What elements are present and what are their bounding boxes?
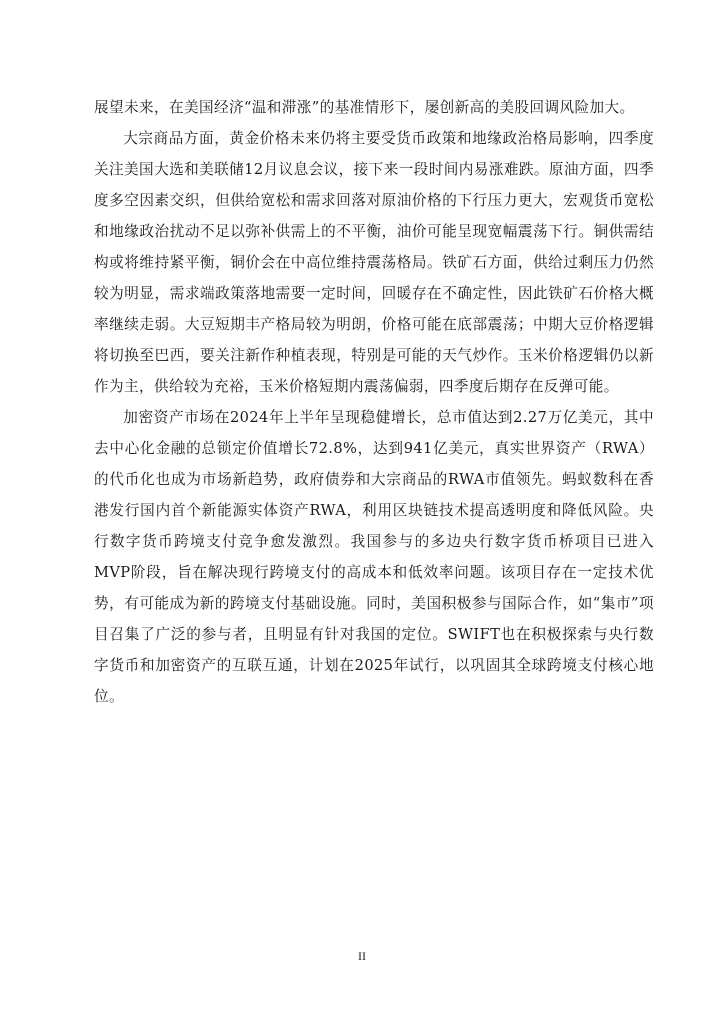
paragraph-outlook-continuation: 展望未来，在美国经济“温和滞涨”的基准情形下，屡创新高的美股回调风险加大。 [94,99,635,116]
page-number: II [358,949,366,963]
paragraph-commodities: 大宗商品方面，黄金价格未来仍将主要受货币政策和地缘政治格局影响，四季度关注美国大选和美联储12月议息会议，接下来一段时间内易涨难跌。原油方面，四季度多空因素交织，但供给宽松和需求回落对原油价格的下行压力更大，宏观货币宽松和地缘政治扰动不足以弥补供需上的不平衡，油价可能呈现宽幅震荡下行。铜供需结构或将维持紧平衡，铜价会在中高位维持震荡格局。铁矿石方面，供给过剩压力仍然较为明显，需求端政策落地需要一定时间，回暖存在不确定性，因此铁矿石价格大概率继续走弱。大豆短期丰产格局较为明朗，价格可能在底部震荡；中期大豆价格逻辑将切换至巴西，要关注新作种植表现，特别是可能的天气炒作。玉米价格逻辑仍以新作为主，供给较为充裕，玉米价格短期内震荡偏弱，四季度后期存在反弹可能。 [94,130,654,395]
body-text [94,92,654,712]
paragraph-crypto-assets: 加密资产市场在2024年上半年呈现稳健增长，总市值达到2.27万亿美元，其中去中心化金融的总锁定价值增长72.8%，达到941亿美元，真实世界资产（RWA）的代币化也成为市场新趋势，政府债券和大宗商品的RWA市值领先。蚂蚁数科在香港发行国内首个新能源实体资产RWA，利用区块链技术提高透明度和降低风险。央行数字货币跨境支付竞争愈发激烈。我国参与的多边央行数字货币桥项目已进入MVP阶段，旨在解决现行跨境支付的高成本和低效率问题。该项目存在一定技术优势，有可能成为新的跨境支付基础设施。同时，美国积极参与国际合作，如“集市”项目召集了广泛的参与者，且明显有针对我国的定位。SWIFT也在积极探索与央行数字货币和加密资产的互联互通，计划在2025年试行，以巩固其全球跨境支付核心地位。 [94,409,654,705]
